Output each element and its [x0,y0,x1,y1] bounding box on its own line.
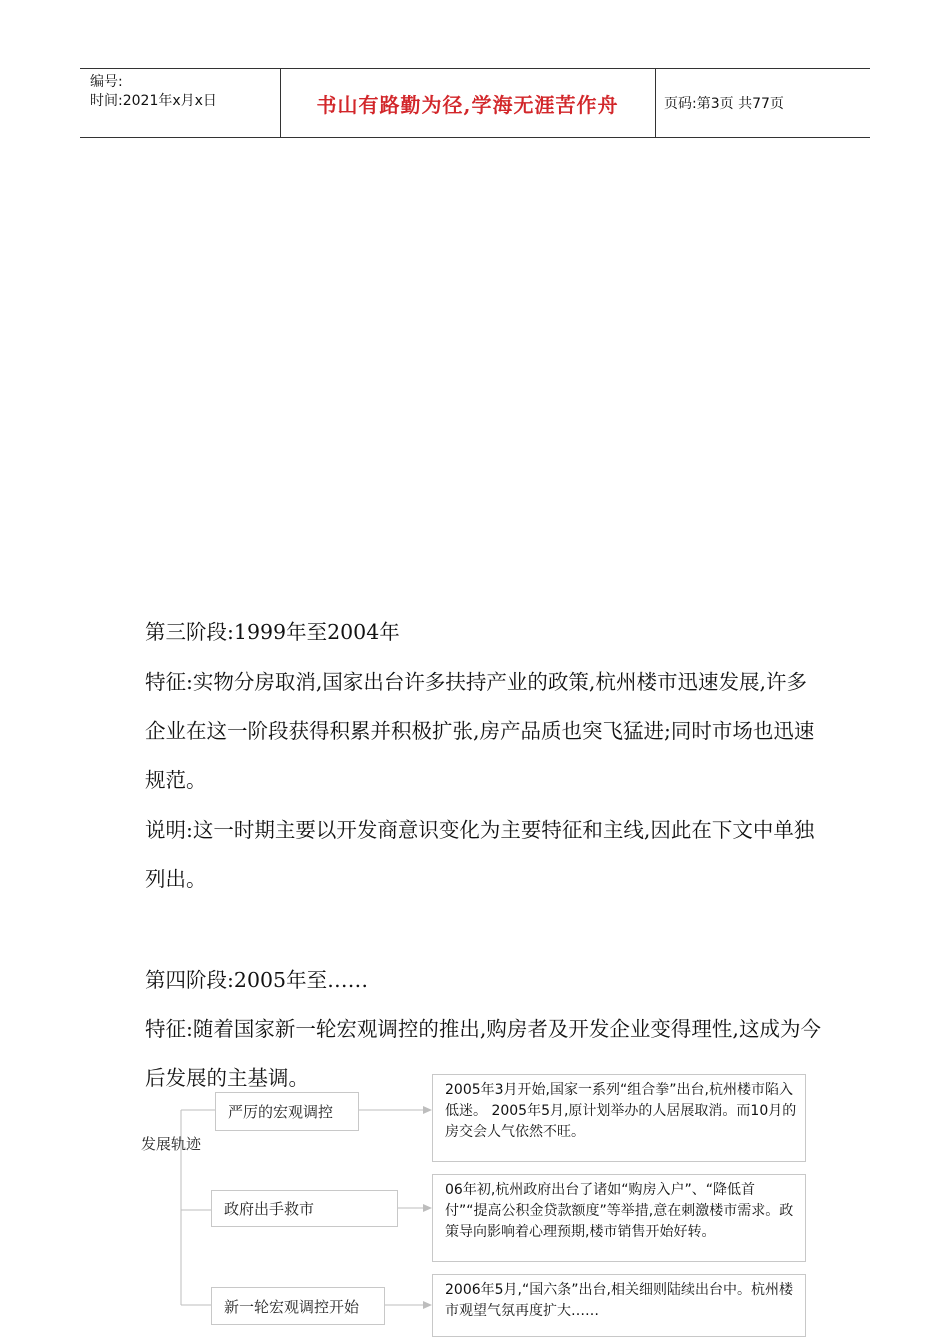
branch-note-gov-rescue: 06年初,杭州政府出台了诸如“购房入户”、“降低首付”“提高公积金贷款额度”等举措,意在刺激楼市需求。政策导向影响着心理预期,楼市销售开始好转。 [432,1174,806,1262]
arrow-head [423,1301,432,1309]
arrow-head [423,1106,432,1114]
branch-note-strict-control: 2005年3月开始,国家一系列“组合拳”出台,杭州楼市陷入低迷。 2005年5月,原计划举办的人居展取消。而10月的房交会人气依然不旺。 [432,1074,806,1162]
time-label: 时间:2021年x月x日 [90,93,217,109]
branch-node-gov-rescue: 政府出手救市 [211,1190,398,1227]
serial-label: 编号: [90,74,123,90]
arrow-head [423,1204,432,1212]
page-info: 页码:第3页 共77页 [664,96,784,112]
branch-node-strict-control: 严厉的宏观调控 [215,1092,359,1131]
stage-four-title: 第四阶段:2005年至…… [145,968,369,992]
stage-three-note: 说明:这一时期主要以开发商意识变化为主要特征和主线,因此在下文中单独列出。 [145,818,815,891]
stage-three-title: 第三阶段:1999年至2004年 [145,620,400,644]
branch-node-new-control: 新一轮宏观调控开始 [211,1287,385,1325]
branch-note-new-control: 2006年5月,“国六条”出台,相关细则陆续出台中。杭州楼市观望气氛再度扩大…… [432,1274,806,1337]
diagram-root-label: 发展轨迹 [141,1135,202,1153]
stage-four-feature: 特征:随着国家新一轮宏观调控的推出,购房者及开发企业变得理性,这成为今后发展的主基调。 [145,1017,821,1090]
stage-three-feature: 特征:实物分房取消,国家出台许多扶持产业的政策,杭州楼市迅速发展,许多企业在这一阶段获得积累并积极扩张,房产品质也突飞猛进;同时市场也迅速规范。 [145,670,815,792]
header-motto: 书山有路勤为径,学海无涯苦作舟 [316,92,619,117]
